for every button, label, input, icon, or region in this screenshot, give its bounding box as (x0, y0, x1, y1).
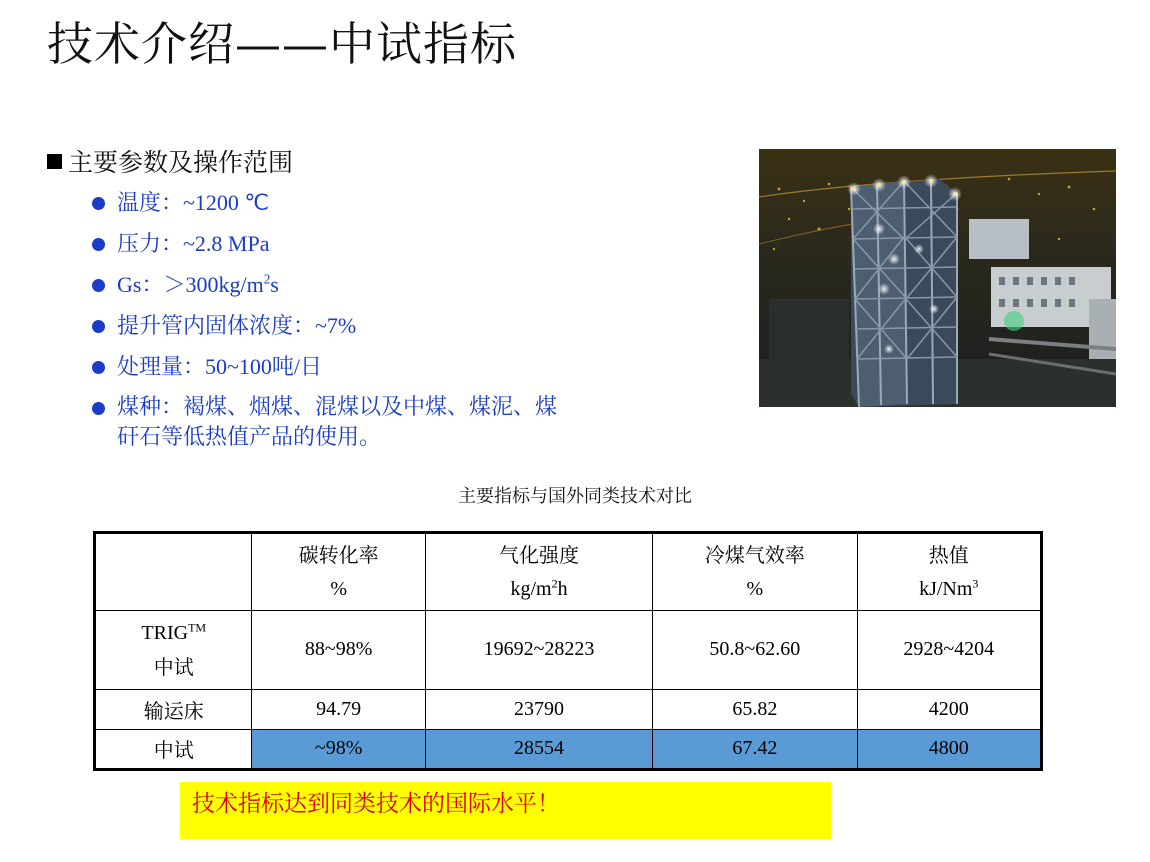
bullet-label: Gs： (117, 272, 164, 297)
pilot-plant-illustration (759, 149, 1116, 407)
header-name: 热值 (928, 543, 969, 568)
header-name: 冷煤气效率 (704, 543, 805, 568)
bullet-label: 压力： (117, 232, 184, 257)
bullet-dot-icon (92, 320, 105, 333)
bullet-value-tail: s (270, 272, 279, 297)
bullet-dot-icon (92, 361, 105, 374)
table-cell: 50.8~62.60 (653, 611, 857, 689)
bullet-solids-concentration (92, 311, 652, 342)
table-caption: 主要指标与国外同类技术对比 (458, 486, 692, 507)
row-label-line1 (96, 616, 251, 650)
bullet-dot-icon (92, 197, 105, 210)
bullet-pressure (92, 229, 652, 260)
comparison-table (93, 531, 1043, 771)
section-heading-text: 主要参数及操作范围 (68, 148, 294, 177)
row-label-main: TRIG (141, 621, 189, 644)
header-name: 气化强度 (499, 543, 579, 568)
row-label-line2: 中试 (153, 654, 194, 679)
row-label-cell: 输运床 (95, 689, 252, 729)
table-row-transport-bed-b (95, 729, 1042, 769)
header-unit (858, 572, 1041, 606)
row-label-cell (95, 611, 252, 689)
header-unit-sup: 2 (551, 576, 558, 591)
table-corner-cell (95, 533, 252, 611)
table-header-cell (653, 533, 857, 611)
bullet-value: ~7% (315, 313, 357, 338)
bullet-temperature (92, 188, 652, 219)
table-cell-highlight: ~98% (252, 729, 425, 769)
table-header-cell (252, 533, 425, 611)
table-header-row (95, 533, 1042, 611)
header-unit-tail: h (557, 578, 568, 601)
header-name: 碳转化率 (298, 543, 379, 568)
bullet-value-line1: 褐煤、烟煤、混煤以及中煤、煤泥、煤 (183, 395, 558, 420)
bullet-throughput (92, 352, 652, 383)
bullet-value: ~1200 ℃ (183, 190, 270, 215)
row-label-cell: 中试 (95, 729, 252, 769)
bullet-value: 50~100吨/日 (205, 354, 323, 379)
table-cell: 94.79 (252, 689, 425, 729)
table-row-trig (95, 611, 1042, 689)
pilot-plant-night-photo (759, 149, 1116, 407)
bullet-dot-icon (92, 238, 105, 251)
table-cell: 88~98% (252, 611, 425, 689)
header-unit-main: kg/m (510, 578, 552, 601)
table-cell: 19692~28223 (425, 611, 652, 689)
header-unit: % (330, 578, 347, 601)
bullet-label: 温度： (117, 191, 184, 216)
bullet-value-main: ＞300kg/m (163, 272, 264, 297)
bullet-coal-types (92, 393, 652, 453)
header-unit-sup: 3 (972, 576, 979, 591)
table-cell: 65.82 (653, 689, 857, 729)
bullet-label: 处理量： (117, 355, 206, 380)
table-cell-highlight: 28554 (425, 729, 652, 769)
bullet-gs (92, 270, 652, 301)
table-header-cell (425, 533, 652, 611)
table-cell-highlight: 67.42 (653, 729, 857, 769)
table-header-cell (857, 533, 1042, 611)
square-bullet-icon (47, 154, 62, 169)
parameter-list (92, 188, 652, 463)
bullet-label: 煤种： (117, 395, 184, 420)
header-unit-main: kJ/Nm (919, 578, 973, 601)
table-row-transport-bed-a (95, 689, 1042, 729)
bullet-value (163, 272, 278, 297)
table-cell: 23790 (425, 689, 652, 729)
header-unit: % (746, 578, 764, 601)
bullet-value-line2: 矸石等低热值产品的使用。 (117, 425, 382, 450)
bullet-label: 提升管内固体浓度： (117, 314, 316, 339)
bullet-value: ~2.8 MPa (183, 231, 270, 256)
section-heading (47, 146, 293, 180)
bullet-dot-icon (92, 279, 105, 292)
bullet-dot-icon (92, 402, 105, 415)
table-cell: 2928~4204 (857, 611, 1042, 689)
row-label-sup: TM (188, 620, 207, 635)
conclusion-banner: 技术指标达到同类技术的国际水平！ (180, 782, 831, 839)
header-unit (426, 572, 652, 606)
table-cell-highlight: 4800 (857, 729, 1042, 769)
bullet-value-sup: 2 (263, 271, 271, 287)
slide-title: 技术介绍——中试指标 (47, 17, 517, 71)
table-cell: 4200 (857, 689, 1042, 729)
